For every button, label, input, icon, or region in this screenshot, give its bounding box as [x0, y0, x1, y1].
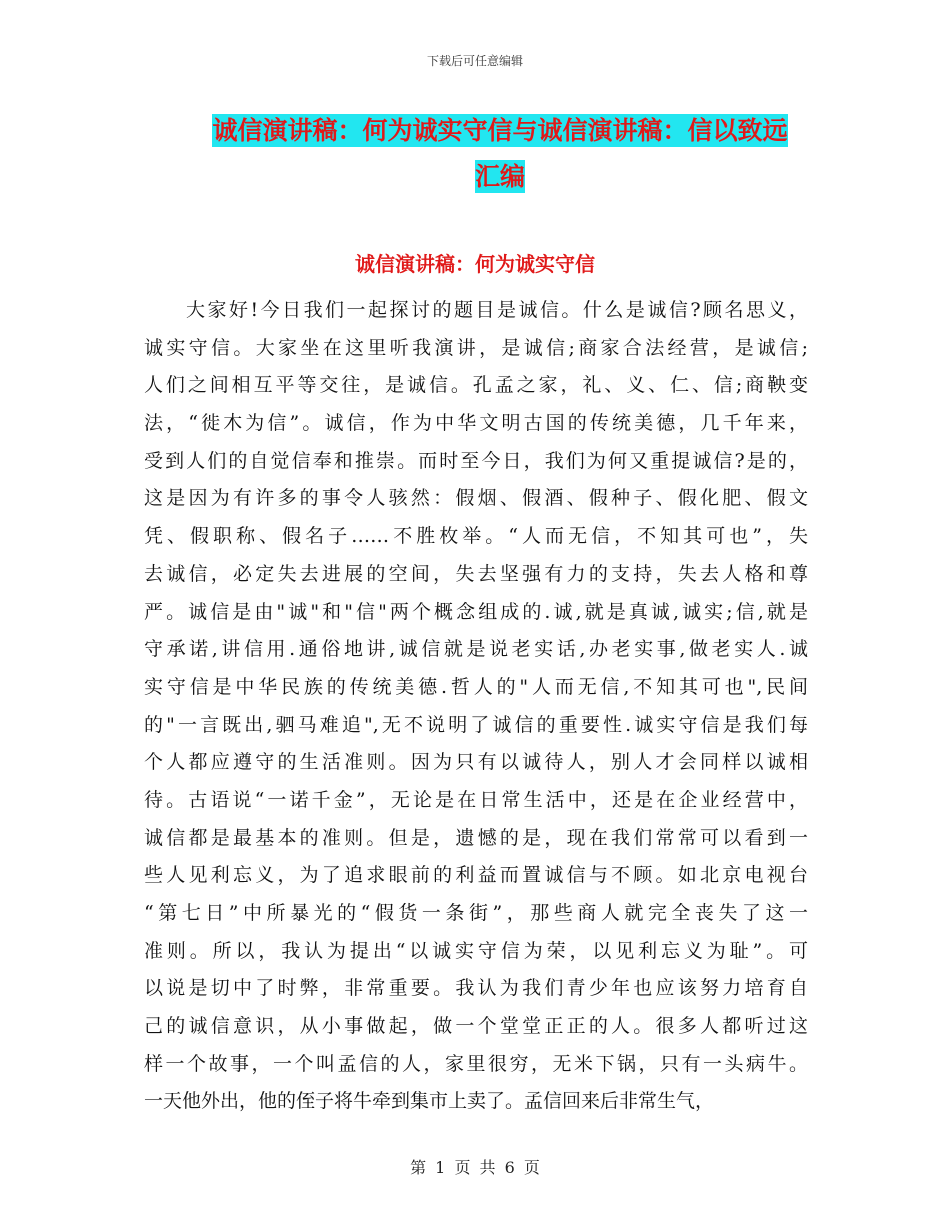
- header-note: 下载后可任意编辑: [426, 54, 523, 68]
- body-line: 些人见利忘义，为了追求眼前的利益而置诚信与不顾。如北京电视台: [144, 864, 808, 887]
- body-line: 样一个故事，一个叫孟信的人，家里很穷，无米下锅，只有一头病牛。: [144, 1052, 808, 1075]
- footer-suffix: 页: [523, 1158, 540, 1177]
- footer-prefix: 第: [410, 1158, 427, 1177]
- page-total: 6: [504, 1158, 515, 1177]
- body-line: 人们之间相互平等交往，是诚信。孔孟之家，礼、义、仁、信;商鞅变: [144, 374, 808, 397]
- body-line: 法，“徙木为信”。诚信，作为中华文明古国的传统美德，几千年来，: [144, 412, 808, 435]
- body-line: 己的诚信意识，从小事做起，做一个堂堂正正的人。很多人都听过这: [144, 1015, 808, 1038]
- body-line: 个人都应遵守的生活准则。因为只有以诚待人，别人才会同样以诚相: [144, 751, 808, 774]
- body-line: 受到人们的自觉信奉和推崇。而时至今日，我们为何又重提诚信?是的，: [144, 449, 808, 472]
- page-number: 1: [435, 1158, 446, 1177]
- body-line: 大家好!今日我们一起探讨的题目是诚信。什么是诚信?顾名思义，: [186, 299, 808, 321]
- body-line: 的"一言既出,驷马难追",无不说明了诚信的重要性.诚实守信是我们每: [144, 713, 808, 736]
- body-line: 诚实守信。大家坐在这里听我演讲，是诚信;商家合法经营，是诚信;: [144, 336, 808, 359]
- body-line: 这是因为有许多的事令人骇然：假烟、假酒、假种子、假化肥、假文: [144, 487, 808, 510]
- body-line: 一天他外出，他的侄子将牛牵到集市上卖了。孟信回来后非常生气，: [144, 1090, 715, 1113]
- body-line: 守承诺,讲信用.通俗地讲,诚信就是说老实话,办老实事,做老实人.诚: [144, 638, 808, 661]
- body-line: 以说是切中了时弊，非常重要。我认为我们青少年也应该努力培育自: [144, 977, 808, 1000]
- document-title: [195, 108, 805, 200]
- body-line: 去诚信，必定失去进展的空间，失去坚强有力的支持，失去人格和尊: [144, 562, 808, 585]
- title-line-1: 诚信演讲稿：何为诚实守信与诚信演讲稿：信以致远: [212, 116, 788, 145]
- section-title: 诚信演讲稿：何为诚实守信: [355, 252, 595, 276]
- body-text: [144, 292, 808, 1121]
- body-line: 准则。所以，我认为提出“以诚实守信为荣，以见利忘义为耻”。可: [144, 939, 808, 962]
- body-line: 严。诚信是由"诚"和"信"两个概念组成的.诚,就是真诚,诚实;信,就是: [144, 600, 808, 623]
- body-line: 待。古语说“一诺千金”，无论是在日常生活中，还是在企业经营中，: [144, 788, 808, 811]
- footer-middle: 页 共: [454, 1158, 496, 1177]
- body-line: 诚信都是最基本的准则。但是，遗憾的是，现在我们常常可以看到一: [144, 826, 808, 849]
- body-line: 凭、假职称、假名子……不胜枚举。“人而无信，不知其可也”，失: [144, 525, 808, 548]
- page-footer: [0, 1155, 950, 1178]
- title-line-2: 汇编: [474, 162, 525, 191]
- body-line: “第七日”中所暴光的“假货一条街”，那些商人就完全丧失了这一: [144, 902, 808, 924]
- body-line: 实守信是中华民族的传统美德.哲人的"人而无信,不知其可也",民间: [144, 675, 808, 698]
